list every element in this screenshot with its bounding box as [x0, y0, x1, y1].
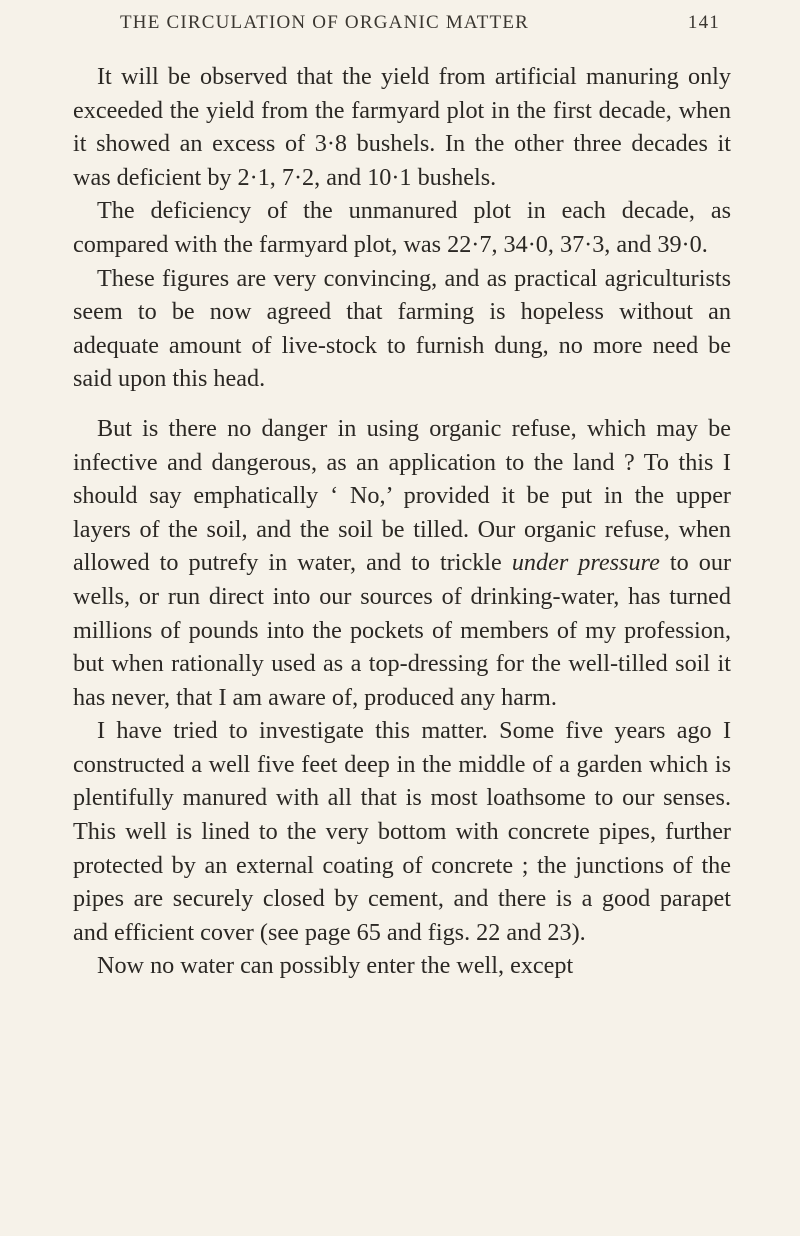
paragraph-organic-refuse-part2: to our wells, or run direct into our sources of drinking-water, has turned millions of pounds into the pockets of members of my profession, but when rationally used as a top-dressing for the well-tilled soil it has never, that I am aware of, produced any harm. — [73, 549, 731, 711]
page-number: 141 — [687, 12, 720, 33]
running-title: THE CIRCULATION OF ORGANIC MATTER — [120, 12, 530, 33]
paragraph-yield-comparison: It will be observed that the yield from artificial manuring only exceeded the yield from the farmyard plot in the first decade, when it showed an excess of 3·8 bushels. In the other three decades it was deficient by 2·1, 7·2, and 10·1 bushels. — [73, 63, 731, 191]
paragraph-no-water: Now no water can possibly enter the well, except — [97, 952, 574, 980]
paragraph-organic-refuse-part1: But is there no danger in using organic refuse, which may be infective and dangerous, as an application to the land ? To this I should say emphatically ‘ No,’ provided it be put in the upper layers of the soil, and the soil be tilled. Our organic refuse, when allowed to putrefy in water, and to trickle — [73, 414, 731, 577]
paragraph-deficiency: The deficiency of the unmanured plot in each decade, as compared with the farmyard plot, was 22·7, 34·0, 37·3, and 39·0. — [73, 197, 731, 258]
body-text — [73, 60, 731, 983]
running-head — [120, 12, 720, 40]
paragraph-organic-refuse — [73, 412, 731, 714]
paragraph-well-experiment: I have tried to investigate this matter. Some five years ago I constructed a well five feet deep in the middle of a garden which is plentifully manured with all that is most loathsome to our senses. This well is lined to the very bottom with concrete pipes, further protected by an external coating of concrete ; the junctions of the pipes are securely closed by cement, and there is a good parapet and efficient cover (see page 65 and figs. 22 and 23). — [73, 717, 731, 946]
emphasis-under-pressure: under pressure — [511, 549, 660, 577]
paragraph-convincing-figures: These figures are very convincing, and as practical agriculturists seem to be now agreed that farming is hopeless without an adequate amount of live-stock to furnish dung, no more need be said upon this head. — [73, 264, 731, 393]
